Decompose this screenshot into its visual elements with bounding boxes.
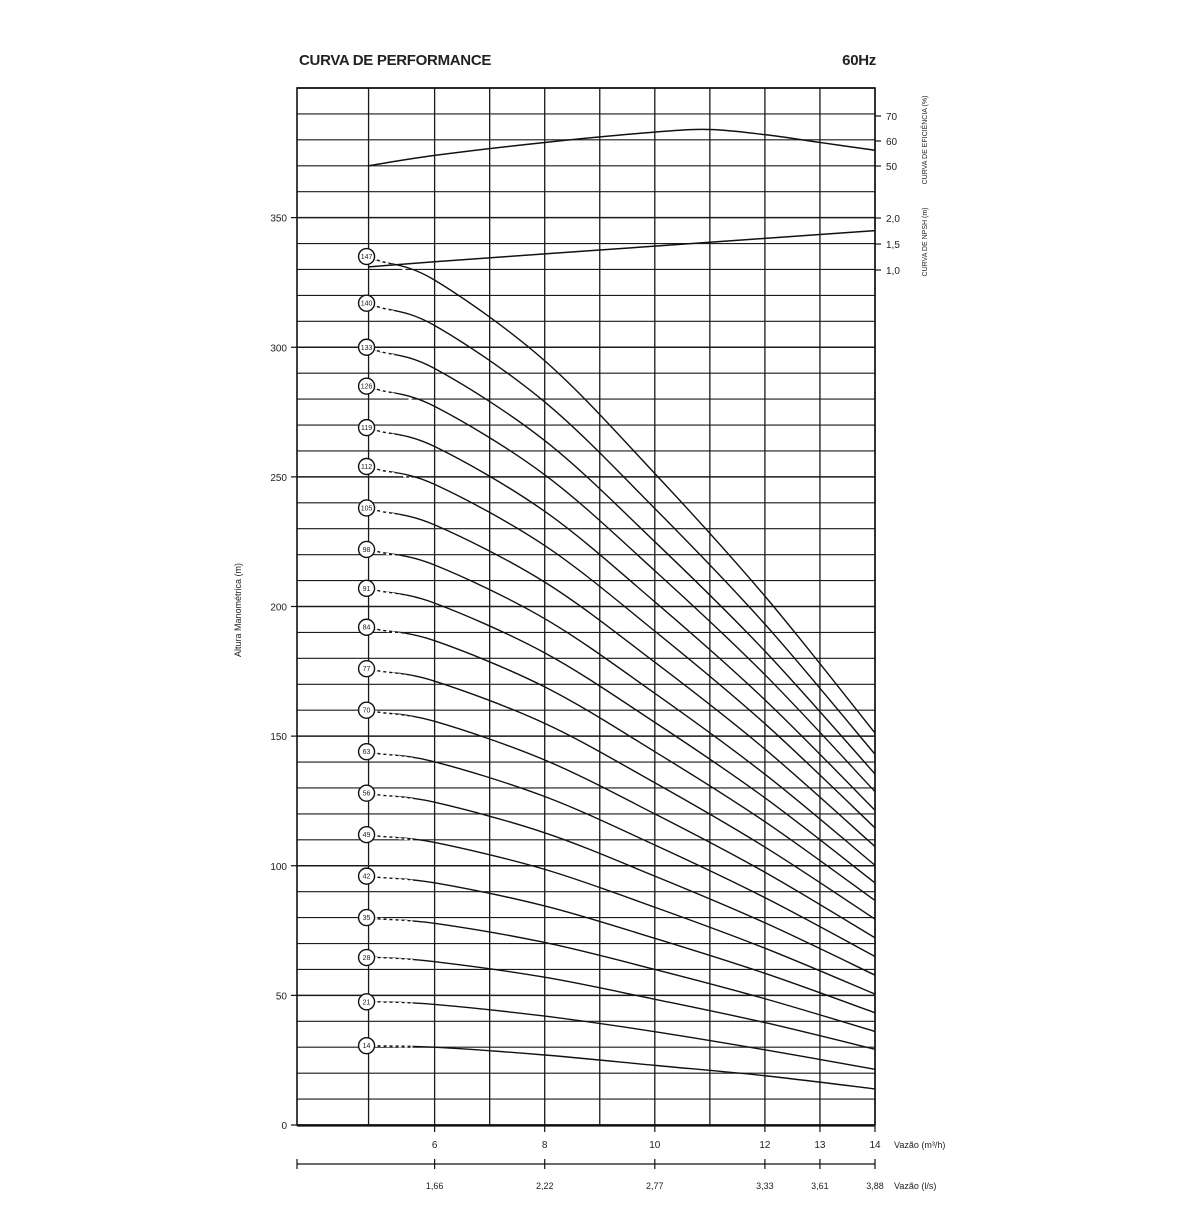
x-axis-label: Vazão (m³/h) xyxy=(894,1140,946,1150)
right-axis xyxy=(875,112,900,277)
eff-tick-label: 70 xyxy=(886,112,898,123)
chart-title: CURVA DE PERFORMANCE xyxy=(299,52,492,69)
x-tick-label-secondary: 2,77 xyxy=(646,1181,664,1191)
x-axis-label-secondary: Vazão (l/s) xyxy=(894,1181,937,1191)
x-tick-label-secondary: 1,66 xyxy=(425,1181,444,1191)
stage-marker-label: 21 xyxy=(362,999,371,1007)
x-tick-label: 6 xyxy=(431,1140,438,1151)
x-tick-label-secondary: 3,61 xyxy=(811,1181,829,1191)
y-tick-label: 0 xyxy=(281,1121,287,1132)
eff-tick-label: 50 xyxy=(886,162,898,173)
stage-marker-label: 56 xyxy=(362,790,371,798)
y-tick-label: 250 xyxy=(270,472,287,484)
x-tick-label-secondary: 3,88 xyxy=(866,1181,884,1191)
stage-marker-label: 49 xyxy=(362,832,371,840)
stage-marker-label: 105 xyxy=(360,505,373,513)
y-tick-label: 350 xyxy=(270,213,287,225)
stage-marker-label: 112 xyxy=(360,464,373,472)
head-curve-dash-140 xyxy=(369,303,413,318)
frequency-label: 60Hz xyxy=(842,52,876,69)
aux-curves xyxy=(369,129,875,267)
y-tick-label: 200 xyxy=(270,602,287,614)
stage-marker-label: 91 xyxy=(362,585,371,593)
x-tick-label: 10 xyxy=(649,1140,661,1151)
y-axis xyxy=(270,214,297,1132)
head-curve-77 xyxy=(369,669,875,919)
x-tick-label-secondary: 3,33 xyxy=(756,1181,774,1191)
stage-marker-label: 63 xyxy=(362,749,371,757)
stage-marker-label: 70 xyxy=(362,707,371,715)
x-tick-label: 8 xyxy=(541,1140,548,1151)
x-tick-label-secondary: 2,22 xyxy=(535,1181,554,1191)
npsh-curve xyxy=(369,231,875,267)
head-curve-147 xyxy=(369,257,875,734)
head-curves xyxy=(369,257,875,1089)
head-curve-63 xyxy=(369,752,875,957)
head-curve-119 xyxy=(369,428,875,811)
head-curve-105 xyxy=(369,508,875,847)
stage-marker-label: 140 xyxy=(360,300,373,308)
stage-marker-label: 42 xyxy=(362,873,371,881)
x-axis xyxy=(297,1126,884,1191)
npsh-tick-label: 1,0 xyxy=(886,266,900,277)
head-curve-49 xyxy=(369,835,875,994)
npsh-tick-label: 2,0 xyxy=(886,214,900,225)
stage-marker-label: 133 xyxy=(360,344,373,352)
stage-marker-label: 28 xyxy=(362,955,371,963)
y-axis-label: Altura Manométrica (m) xyxy=(233,562,243,658)
head-curve-98 xyxy=(369,549,875,865)
stage-marker-label: 98 xyxy=(362,546,371,554)
chart-grid xyxy=(297,88,875,1125)
stage-markers xyxy=(359,249,375,1054)
stage-marker-label: 126 xyxy=(360,383,373,391)
stage-marker-label: 119 xyxy=(360,425,373,433)
efficiency-axis-label: CURVA DE EFICIÊNCIA (%) xyxy=(922,95,929,185)
head-curve-112 xyxy=(369,467,875,828)
head-curve-14 xyxy=(369,1046,875,1089)
x-tick-label: 13 xyxy=(814,1140,826,1151)
head-curve-35 xyxy=(369,918,875,1032)
y-tick-label: 300 xyxy=(270,343,287,355)
x-tick-label: 14 xyxy=(869,1140,881,1151)
npsh-tick-label: 1,5 xyxy=(886,240,900,251)
y-tick-label: 100 xyxy=(270,861,287,873)
npsh-axis-label: CURVA DE NPSH (m) xyxy=(922,207,929,277)
stage-marker-label: 147 xyxy=(360,254,373,262)
stage-marker-label: 35 xyxy=(362,915,371,923)
stage-marker-label: 84 xyxy=(362,624,371,632)
stage-marker-label: 14 xyxy=(362,1043,371,1051)
eff-tick-label: 60 xyxy=(886,137,898,148)
y-tick-label: 50 xyxy=(275,991,287,1003)
efficiency-curve xyxy=(369,129,875,165)
head-curve-28 xyxy=(369,957,875,1049)
y-tick-label: 150 xyxy=(270,732,287,744)
stage-marker-label: 77 xyxy=(362,666,371,674)
head-curve-21 xyxy=(369,1002,875,1070)
x-tick-label: 12 xyxy=(759,1140,771,1151)
